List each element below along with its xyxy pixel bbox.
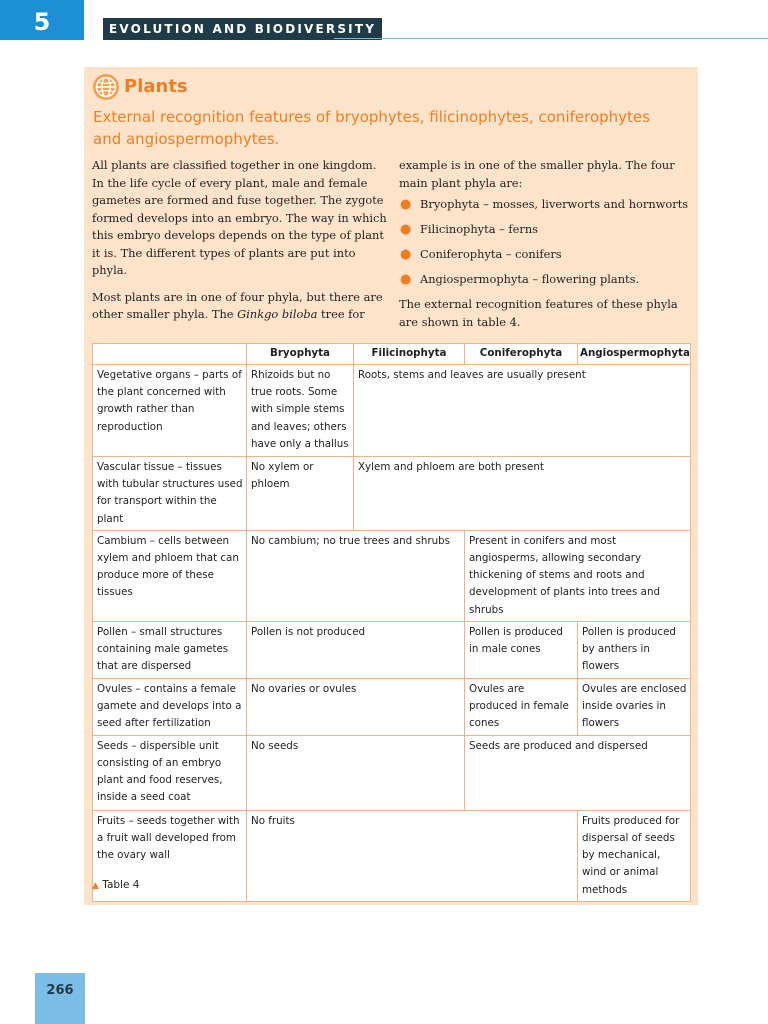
table-row xyxy=(93,810,691,901)
table-cell: Rhizoids but no true roots. Some with simple stems and leaves; others have only a thallus xyxy=(247,365,354,457)
right-intro: example is in one of the smaller phyla. The four main plant phyla are: xyxy=(399,158,675,190)
table-cell: Pollen is produced by anthers in flowers xyxy=(578,621,691,678)
feature-cell: Seeds – dispersible unit consisting of an embryo plant and food reserves, inside a seed coat xyxy=(93,735,247,810)
table-cell: Ovules are produced in female cones xyxy=(465,678,578,735)
phyla-paragraph: Most plants are in one of four phyla, but there are other smaller phyla. The Ginkgo biloba tree for xyxy=(92,289,383,321)
left-column xyxy=(92,157,390,333)
table-cell: No seeds xyxy=(247,735,465,810)
header-cell: Filicinophyta xyxy=(354,344,465,365)
list-item: ● Angiospermophyta – flowering plants. xyxy=(400,272,640,288)
feature-cell: Ovules – contains a female gamete and develops into a seed after fertilization xyxy=(93,678,247,735)
table-row xyxy=(93,365,691,457)
chapter-title: EVOLUTION AND BIODIVERSITY xyxy=(103,18,382,40)
right-outro: The external recognition features of these phyla are shown in table 4. xyxy=(399,297,678,329)
box-subtitle: External recognition features of bryophytes, filicinophytes, coniferophytes and angiospermophytes. xyxy=(93,108,650,148)
box-title: Plants xyxy=(124,76,188,97)
ginkgo-name: Ginkgo biloba xyxy=(237,307,318,321)
feature-cell: Fruits – seeds together with a fruit wall developed from the ovary wall xyxy=(93,810,247,901)
list-item: ● Bryophyta – mosses, liverworts and hornworts xyxy=(400,197,689,212)
bullet-icon: ● xyxy=(400,197,412,212)
table-cell: No xylem or phloem xyxy=(247,457,354,531)
table-cell: Pollen is not produced xyxy=(247,621,465,678)
header-cell: Bryophyta xyxy=(247,344,354,365)
table-row xyxy=(93,530,691,621)
globe-icon xyxy=(93,74,119,100)
list-item: ● Filicinophyta – ferns xyxy=(400,222,538,238)
table-cell: Fruits produced for dispersal of seeds by mechanical, wind or animal methods xyxy=(578,810,691,901)
header-rule xyxy=(334,38,768,39)
table-row xyxy=(93,678,691,735)
table-cell: No cambium; no true trees and shrubs xyxy=(247,530,465,621)
phyla-list xyxy=(399,196,695,289)
right-column xyxy=(399,157,695,340)
feature-cell: Pollen – small structures containing male gametes that are dispersed xyxy=(93,621,247,678)
table-row xyxy=(93,457,691,531)
feature-cell: Vegetative organs – parts of the plant concerned with growth rather than reproduction xyxy=(93,365,247,457)
bullet-icon: ● xyxy=(400,272,412,288)
table-cell: Ovules are enclosed inside ovaries in flowers xyxy=(578,678,691,735)
table-cell: Present in conifers and most angiosperms, allowing secondary thickening of stems and roots and development of plants into trees and shrubs xyxy=(465,530,691,621)
header-cell: Coniferophyta xyxy=(465,344,578,365)
page-number: 266 xyxy=(35,973,85,1024)
table-row xyxy=(93,621,691,678)
header-cell: Angiospermophyta xyxy=(578,344,691,365)
triangle-icon: ▲ xyxy=(92,881,99,891)
phyla-table xyxy=(92,343,690,902)
bullet-icon: ● xyxy=(400,247,412,263)
intro-paragraph: All plants are classified together in one kingdom. In the life cycle of every plant, male and female gametes are formed and fuse together. The zygote formed develops into an embryo. The way in which this embryo develops depends on the type of plant it is. The different types of plants are put into phyla. xyxy=(92,158,387,277)
table-cell: Seeds are produced and dispersed xyxy=(465,735,691,810)
table-cell: Pollen is produced in male cones xyxy=(465,621,578,678)
table-cell: No ovaries or ovules xyxy=(247,678,465,735)
feature-cell: Cambium – cells between xylem and phloem that can produce more of these tissues xyxy=(93,530,247,621)
table-cell: Xylem and phloem are both present xyxy=(354,457,691,531)
feature-cell: Vascular tissue – tissues with tubular structures used for transport within the plant xyxy=(93,457,247,531)
table-cell: Roots, stems and leaves are usually present xyxy=(354,365,691,457)
header-cell xyxy=(93,344,247,365)
table-header-row xyxy=(93,344,691,365)
bullet-icon: ● xyxy=(400,222,412,238)
list-item: ● Coniferophyta – conifers xyxy=(400,247,562,263)
table-caption: ▲ Table 4 xyxy=(92,879,140,891)
table-cell: No fruits xyxy=(247,810,578,901)
chapter-number: 5 xyxy=(0,0,84,40)
table-row xyxy=(93,735,691,810)
